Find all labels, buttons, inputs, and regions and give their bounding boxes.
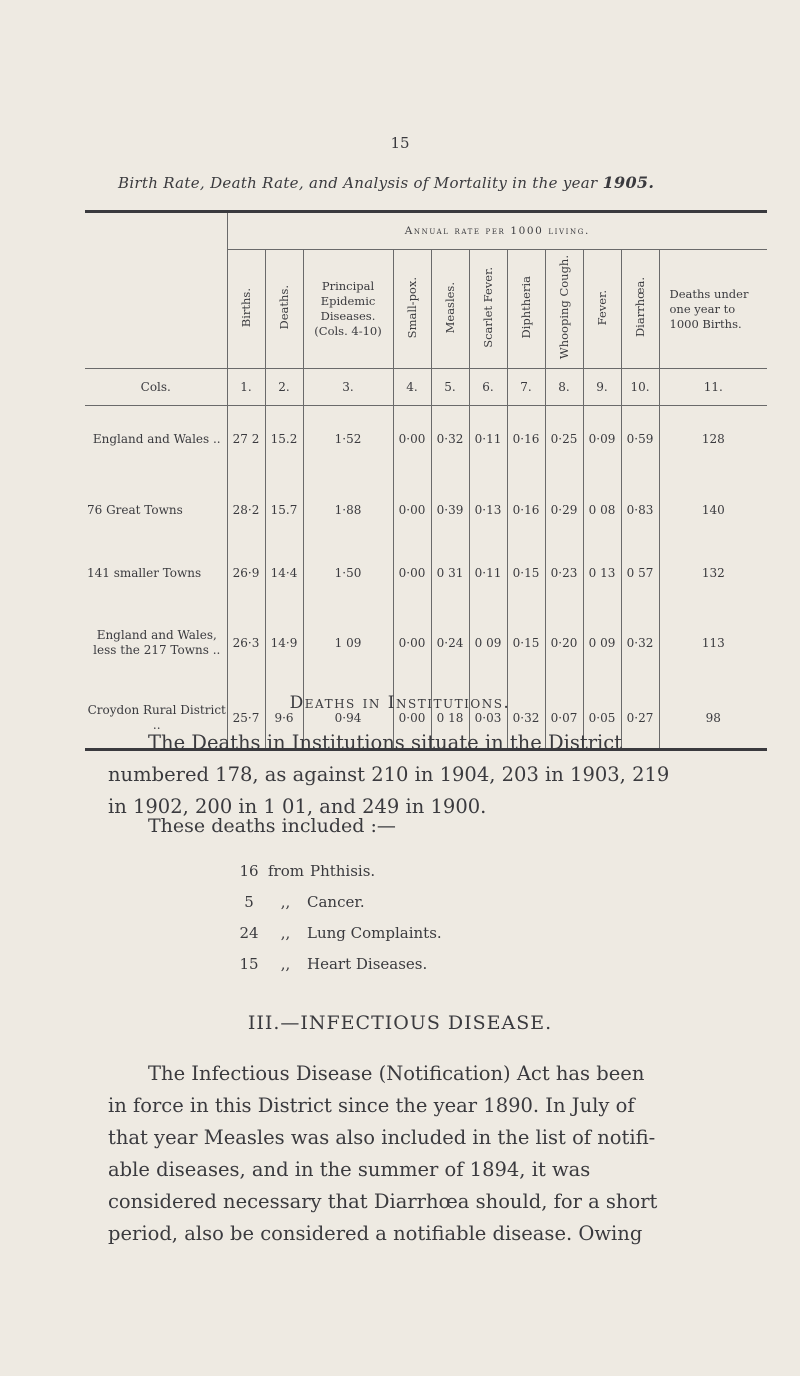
list-item (230, 855, 442, 886)
table-cell: 0·13 (469, 472, 507, 548)
table-cell: 0 13 (583, 548, 621, 598)
col-number: 7. (507, 369, 545, 406)
col-header-deaths (265, 250, 303, 369)
table-cell: 0·32 (621, 598, 659, 688)
table-cell: 28·2 (227, 472, 265, 548)
table-cell: 0·23 (545, 548, 583, 598)
col-number: 10. (621, 369, 659, 406)
caption-text: Birth Rate, Death Rate, and Analysis of Mortality in the year (118, 174, 598, 192)
table-cell: 0·32 (507, 688, 545, 750)
table-cell: 26·9 (227, 548, 265, 598)
table-cell: 0·25 (545, 406, 583, 473)
header-corner (85, 213, 227, 369)
col-header-measles (431, 250, 469, 369)
col-number: 8. (545, 369, 583, 406)
table-cell: 0 31 (431, 548, 469, 598)
table-row (85, 472, 767, 548)
table-caption (118, 173, 654, 192)
para1-line1: The Deaths in Institutions situate in the District (148, 731, 623, 754)
para3-line: able diseases, and in the summer of 1894, it was (108, 1158, 591, 1181)
col-header-smallpox-text: Small-pox. (404, 276, 419, 339)
table-cell: 0·20 (545, 598, 583, 688)
page-number: 15 (390, 134, 410, 152)
table-cell: 0 09 (583, 598, 621, 688)
table-cell: 0·16 (507, 406, 545, 473)
section-title-infectious-disease: III.—INFECTIOUS DISEASE. (247, 1012, 553, 1034)
col-header-principal (303, 250, 393, 369)
table-cell: 1·88 (303, 472, 393, 548)
table-cell: 0·00 (393, 598, 431, 688)
col-number: 2. (265, 369, 303, 406)
table-cell: 0·11 (469, 548, 507, 598)
cause-count: 24 (239, 923, 259, 942)
cause-prefix: from (268, 861, 304, 880)
mortality-table-container (85, 210, 767, 751)
table-cell: 9·6 (265, 688, 303, 750)
cause-prefix: ,, (280, 923, 291, 942)
col-number: 3. (303, 369, 393, 406)
cause-name: Lung Complaints. (307, 923, 442, 942)
table-cell: 0·00 (393, 406, 431, 473)
col-header-fever-text: Fever. (594, 289, 609, 326)
table-cell: 1 09 (303, 598, 393, 688)
table-cell: 0·00 (393, 548, 431, 598)
table-cell: 140 (659, 472, 767, 548)
table-cell: 27 2 (227, 406, 265, 473)
table-row (85, 548, 767, 598)
table-cell: 26·3 (227, 598, 265, 688)
col-header-smallpox (393, 250, 431, 369)
table-cell: 0·11 (469, 406, 507, 473)
col-header-measles-text: Measles. (442, 281, 457, 334)
table-cell: 98 (659, 688, 767, 750)
list-item (230, 948, 442, 979)
table-cell: 0·27 (621, 688, 659, 750)
col-header-births-text: Births. (238, 287, 253, 328)
table-cell: 0·15 (507, 548, 545, 598)
row-label: England and Wales .. (92, 431, 221, 446)
table-cell: 0·16 (507, 472, 545, 548)
row-label: 76 Great Towns (87, 502, 183, 517)
table-cell: 0 08 (583, 472, 621, 548)
para1-line3: in 1902, 200 in 1 01, and 249 in 1900. (108, 795, 487, 818)
col-header-diarrhoea (621, 250, 659, 369)
table-cell: 0·00 (393, 688, 431, 750)
table-cell: 15.2 (265, 406, 303, 473)
col-header-fever (583, 250, 621, 369)
cause-name: Heart Diseases. (307, 954, 428, 973)
cause-count: 15 (239, 954, 259, 973)
cause-name: Phthisis. (309, 861, 376, 880)
para3-line: that year Measles was also included in the list of notifi- (108, 1126, 656, 1149)
col-header-births (227, 250, 265, 369)
table-cell: 0·07 (545, 688, 583, 750)
table-cell: 14·9 (265, 598, 303, 688)
col-header-diphtheria-text: Diphtheria (518, 276, 533, 339)
cause-prefix: ,, (280, 892, 291, 911)
para3-line: in force in this District since the year 1890. In July of (108, 1094, 635, 1117)
para3-line: considered necessary that Diarrhœa should, for a short (108, 1190, 658, 1213)
table-cell: 0·94 (303, 688, 393, 750)
table-cell: 0·29 (545, 472, 583, 548)
col-number: 4. (393, 369, 431, 406)
col-number: 11. (659, 369, 767, 406)
cause-prefix: ,, (280, 954, 291, 973)
col-header-scarlet (469, 250, 507, 369)
list-item (230, 917, 442, 948)
table-cell: 0·32 (431, 406, 469, 473)
col-header-deaths-text: Deaths. (276, 285, 291, 330)
para1-line2: numbered 178, as against 210 in 1904, 203 in 1903, 219 (108, 763, 670, 786)
col-header-scarlet-text: Scarlet Fever. (480, 267, 495, 348)
col-header-diarrhoea-text: Diarrhœa. (632, 277, 647, 338)
col-number: 9. (583, 369, 621, 406)
table-cell: 0·15 (507, 598, 545, 688)
table-cell: 0·83 (621, 472, 659, 548)
table-cell: 0·39 (431, 472, 469, 548)
col-number: 5. (431, 369, 469, 406)
col-header-diphtheria (507, 250, 545, 369)
table-row (85, 598, 767, 688)
table-cell: 0 18 (431, 688, 469, 750)
row-label: 141 smaller Towns (87, 565, 202, 580)
table-cell: 113 (659, 598, 767, 688)
section-heading-deaths-in-institutions: Deaths in Institutions. (289, 693, 511, 713)
table-cell: 132 (659, 548, 767, 598)
col-header-infant-deaths-text: Deaths under one year to 1000 Births. (669, 286, 749, 331)
col-header-whooping-text: Whooping Cough. (556, 255, 571, 360)
table-cell: 1·50 (303, 548, 393, 598)
institution-deaths-paragraph (108, 727, 768, 823)
list-item (230, 886, 442, 917)
col-number: 1. (227, 369, 265, 406)
table-cell: 0 57 (621, 548, 659, 598)
row-label: England and Wales, less the 217 Towns .. (93, 628, 221, 657)
table-cell: 15.7 (265, 472, 303, 548)
table-cell: 14·4 (265, 548, 303, 598)
col-header-whooping (545, 250, 583, 369)
para3-line: period, also be considered a notifiable disease. Owing (108, 1222, 643, 1245)
mortality-table (85, 213, 767, 751)
group-header: Annual rate per 1000 living. (227, 213, 767, 250)
included-causes-list (230, 855, 442, 979)
col-number: 6. (469, 369, 507, 406)
included-intro: These deaths included :— (148, 815, 396, 837)
table-cell: 1·52 (303, 406, 393, 473)
table-row (85, 406, 767, 473)
caption-year: 1905. (602, 173, 655, 192)
col-numbers-label: Cols. (85, 369, 227, 406)
cause-count: 5 (244, 892, 254, 911)
table-cell: 0·24 (431, 598, 469, 688)
table-cell: 0·09 (583, 406, 621, 473)
cause-name: Cancer. (307, 892, 365, 911)
col-header-infant-deaths (659, 250, 767, 369)
row-label: Croydon Rural District .. (85, 688, 227, 750)
cause-count: 16 (239, 861, 259, 880)
table-cell: 25·7 (227, 688, 265, 750)
col-header-principal-text: Principal Epidemic Diseases. (Cols. 4-10) (314, 279, 382, 338)
table-cell: 128 (659, 406, 767, 473)
table-cell: 0·59 (621, 406, 659, 473)
table-cell: 0·00 (393, 472, 431, 548)
infectious-disease-paragraph (108, 1058, 768, 1250)
table-cell: 0·03 (469, 688, 507, 750)
table-cell: 0 09 (469, 598, 507, 688)
table-cell: 0·05 (583, 688, 621, 750)
para3-line: The Infectious Disease (Notification) Act has been (148, 1062, 645, 1085)
